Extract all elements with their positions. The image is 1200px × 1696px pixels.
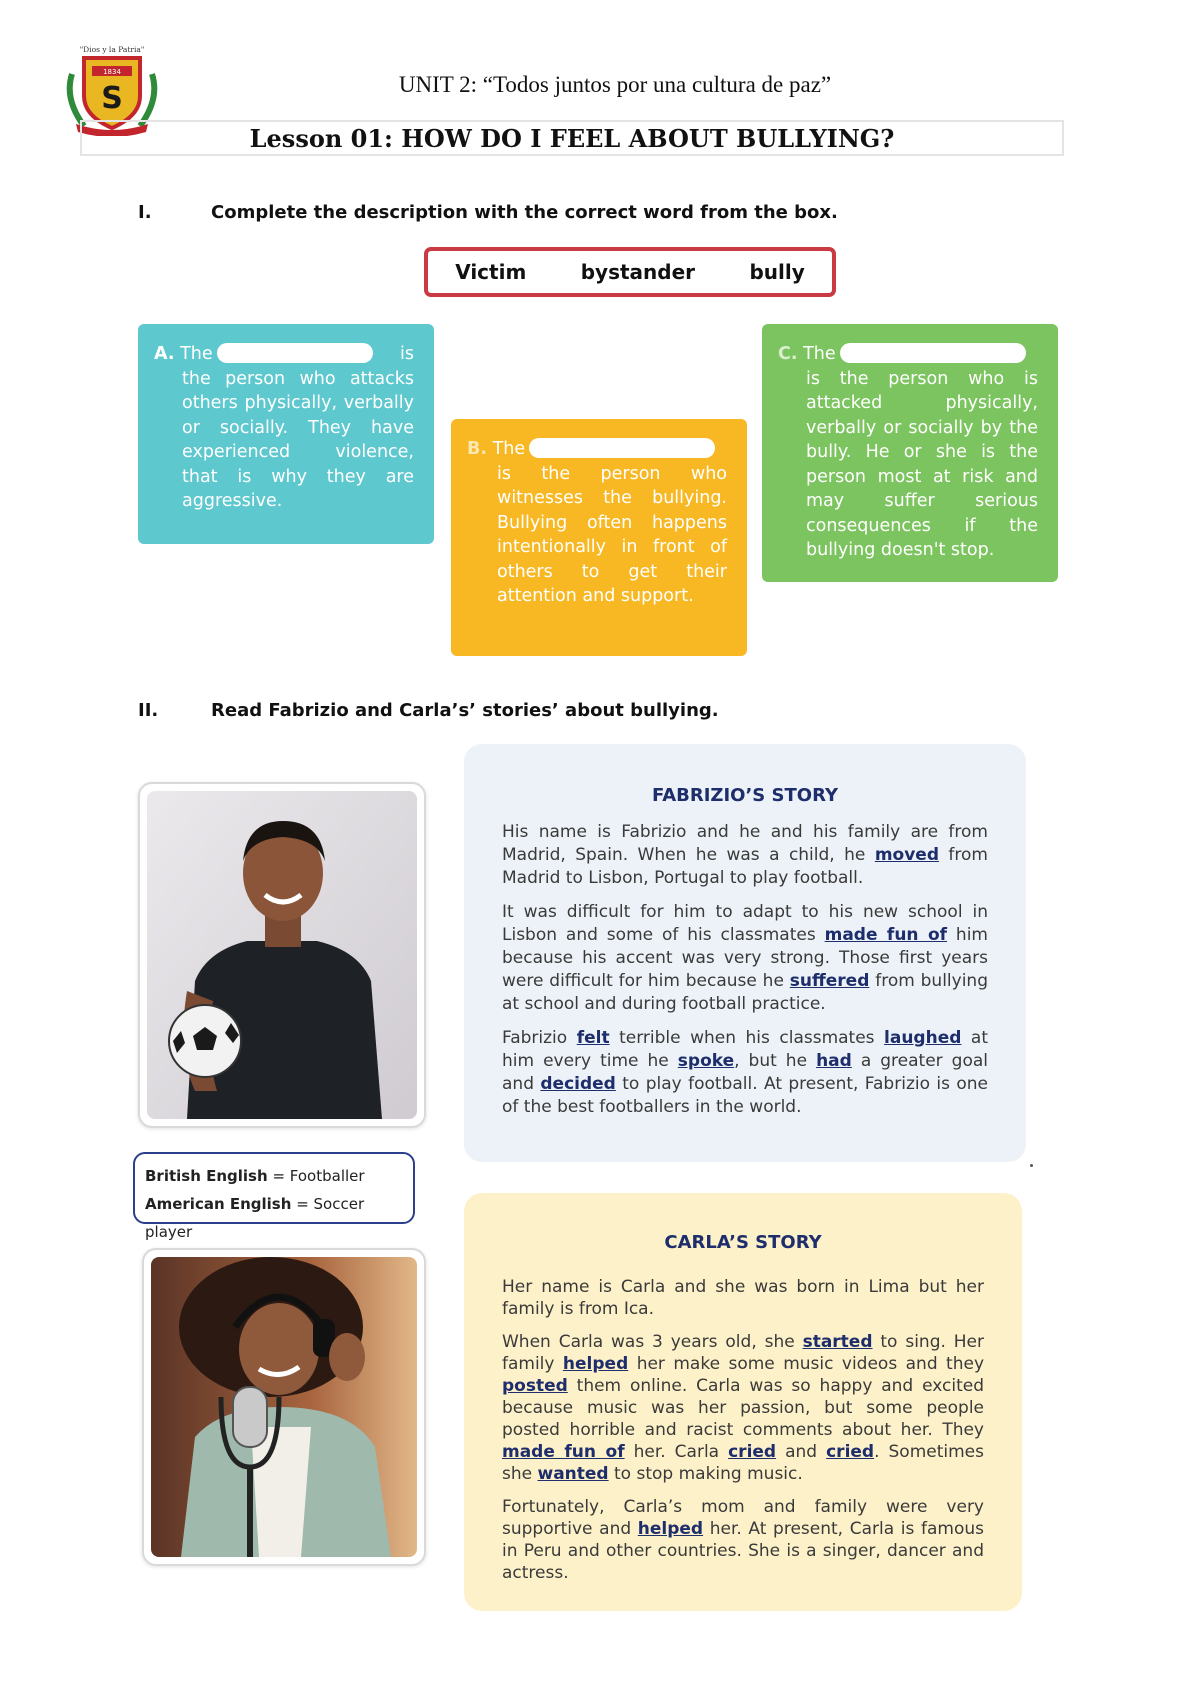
card-c-blank[interactable] (840, 343, 1026, 363)
card-a-lead: The (180, 344, 213, 364)
note-british-label: British English (145, 1167, 268, 1185)
card-a-blank[interactable] (217, 343, 373, 363)
word-box (424, 247, 836, 297)
carla-paragraph-3: Fortunately, Carla’s mom and family were very supportive and helped her. At present, Carla is famous in Peru and other countries. She is a singer, dancer and actress. (502, 1497, 984, 1583)
card-b-lead: The (492, 439, 526, 459)
svg-text:S: S (101, 81, 123, 116)
carla-photo (142, 1248, 426, 1566)
fabrizio-story (464, 744, 1026, 1162)
svg-text:"Dios y la Patria": "Dios y la Patria" (79, 45, 145, 54)
card-b-text: is the person who witnesses the bullying. Bullying often happens intentionally in front of others to get their attention and support. (497, 463, 727, 606)
card-c-text: is the person who is attacked physically, verbally or socially by the bully. He or she is the person most at risk and may suffer serious consequences if the bullying doesn't stop. (806, 368, 1038, 560)
section-2-number: II. (138, 700, 159, 721)
definition-card-c (762, 324, 1058, 582)
fabrizio-paragraph-3: Fabrizio felt terrible when his classmates laughed at him every time he spoke, but he had a greater goal and decided to play football. At present, Fabrizio is one of the best footballers in the world. (502, 1028, 988, 1117)
card-a-letter: A. (154, 344, 175, 364)
word-bystander: bystander (580, 260, 696, 284)
note-british-value: = Footballer (267, 1167, 365, 1185)
word-victim: Victim (455, 260, 527, 284)
english-note (133, 1152, 415, 1241)
carla-story-title: CARLA’S STORY (664, 1232, 822, 1253)
card-a-text: the person who attacks others physically, verbally or socially. They have experienced violence, that is why they are aggressive. (182, 368, 414, 511)
carla-paragraph-2: When Carla was 3 years old, she started to sing. Her family helped her make some music videos and they posted them online. Carla was so happy and excited because music was her passion, but some people posted horrible and racist comments about her. They made fun of her. Carla cried and cried. Sometimes she wanted to stop making music. (502, 1332, 985, 1484)
fabrizio-story-title: FABRIZIO’S STORY (651, 785, 838, 806)
section-1-instruction: Complete the description with the correct word from the box. (211, 202, 838, 223)
carla-paragraph-1: Her name is Carla and she was born in Lima but her family is from Ica. (502, 1277, 984, 1319)
carla-story (464, 1193, 1022, 1611)
note-american-label: American English (145, 1195, 292, 1213)
card-c-lead: The (803, 344, 836, 364)
definition-card-a (138, 324, 434, 544)
card-c-letter: C. (778, 344, 798, 364)
card-a-after-blank: is (400, 344, 414, 364)
stray-dot (1030, 1164, 1033, 1167)
note-american-value: = Soccer player (145, 1195, 365, 1241)
card-b-blank[interactable] (529, 438, 715, 458)
section-2-instruction: Read Fabrizio and Carla’s’ stories’ about bullying. (211, 700, 719, 721)
definition-card-b (451, 419, 747, 656)
unit-title: UNIT 2: “Todos juntos por una cultura de paz” (398, 72, 832, 97)
svg-text:1834: 1834 (103, 68, 121, 76)
fabrizio-paragraph-2: It was difficult for him to adapt to his new school in Lisbon and some of his classmates made fun of him because his accent was very strong. Those first years were difficult for him because he suffered from bullying at school and during football practice. (502, 902, 988, 1014)
fabrizio-paragraph-1: His name is Fabrizio and he and his family are from Madrid, Spain. When he was a child, he moved from Madrid to Lisbon, Portugal to play football. (502, 822, 988, 888)
word-bully: bully (749, 260, 805, 284)
card-b-letter: B. (467, 439, 487, 459)
lesson-title: Lesson 01: HOW DO I FEEL ABOUT BULLYING? (249, 124, 895, 153)
section-1-number: I. (138, 202, 152, 223)
fabrizio-photo (138, 782, 426, 1128)
